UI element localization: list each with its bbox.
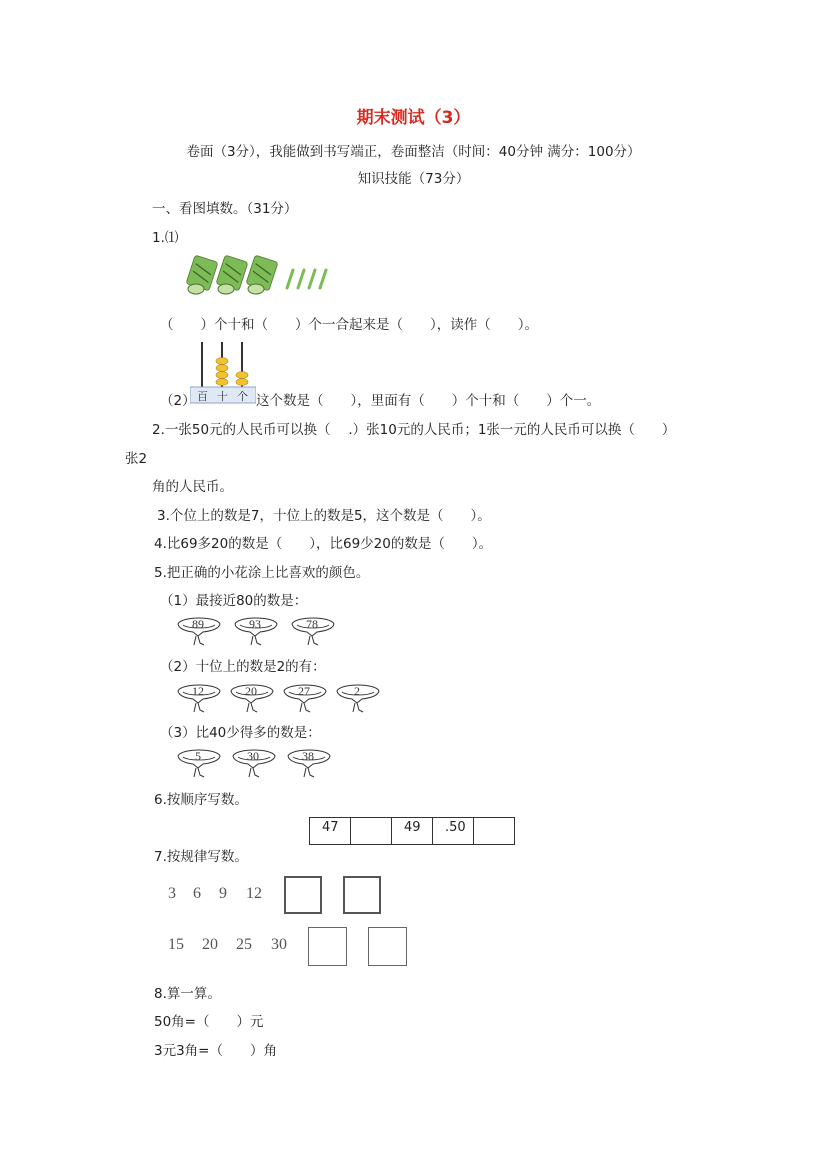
flower-option[interactable] <box>334 682 382 714</box>
pattern-answer-box[interactable] <box>343 876 381 914</box>
flower-option[interactable] <box>175 682 223 714</box>
pattern-number: 3 <box>168 885 176 902</box>
stick-bundle-icon <box>246 255 278 294</box>
sequence-cell: .50 <box>433 818 474 845</box>
flower-option[interactable] <box>285 747 333 779</box>
abacus-label-tens: 十 <box>217 390 228 403</box>
part1-heading: 一、看图填数。（31分） <box>152 201 298 217</box>
sequence-cell: 49 <box>392 818 433 845</box>
flower-number: 27 <box>298 684 310 698</box>
q5-1-text: （1）最接近80的数是： <box>160 593 308 609</box>
q1-text: （ ）个十和（ ）个一合起来是（ ），读作（ ）。 <box>160 317 538 333</box>
stick-bundles-image <box>185 252 335 296</box>
stick-bundle-icon <box>216 255 248 294</box>
q6-text: 6.按顺序写数。 <box>154 792 248 808</box>
flower-number: 5 <box>195 749 201 763</box>
q8-text: 8.算一算。 <box>154 986 221 1002</box>
page-title: 期末测试（3） <box>356 108 471 128</box>
q7-text: 7.按规律写数。 <box>154 849 248 865</box>
flower-option[interactable] <box>281 682 329 714</box>
pattern-answer-box[interactable] <box>284 876 322 914</box>
sequence-table <box>309 817 515 845</box>
q5-2-text: （2）十位上的数是2的有： <box>160 659 326 675</box>
stick-bundle-icon <box>186 255 218 294</box>
pattern-number: 12 <box>246 885 262 902</box>
pattern-answer-box[interactable] <box>308 927 347 966</box>
q2-continuation-2: 角的人民币。 <box>152 479 233 495</box>
sequence-cell[interactable] <box>351 818 392 845</box>
sequence-cell: 47 <box>310 818 351 845</box>
flower-number: 89 <box>192 617 204 631</box>
flower-number: 38 <box>302 749 314 763</box>
flower-option[interactable] <box>175 615 223 647</box>
q4-text: 4.比69多20的数是（ ），比69少20的数是（ ）。 <box>154 536 493 552</box>
pattern-number: 9 <box>219 885 227 902</box>
flower-option[interactable] <box>230 747 278 779</box>
flower-option[interactable] <box>289 615 337 647</box>
q1-label: 1.⑴ <box>152 230 179 246</box>
q5-3-text: （3）比40少得多的数是： <box>160 725 321 741</box>
section-label: 知识技能（73分） <box>357 171 470 187</box>
q3-text: 3.个位上的数是7，十位上的数是5，这个数是（ ）。 <box>157 508 491 524</box>
pattern-number: 30 <box>271 936 287 953</box>
intro-line: 卷面（3分），我能做到书写端正，卷面整洁（时间：40分钟 满分：100分） <box>186 144 641 160</box>
pattern-number: 25 <box>236 936 252 953</box>
flower-option[interactable] <box>228 682 276 714</box>
sequence-cell[interactable] <box>474 818 515 845</box>
single-sticks-icon <box>287 270 326 288</box>
q5-text: 5.把正确的小花涂上比喜欢的颜色。 <box>154 565 370 581</box>
abacus-label-ones: 个 <box>237 390 248 403</box>
abacus-label-hundreds: 百 <box>197 390 208 403</box>
q2-continuation: 张2 <box>125 451 148 467</box>
q8-1-text: 50角=（ ）元 <box>154 1014 264 1030</box>
pattern-number: 15 <box>168 936 184 953</box>
flower-option[interactable] <box>175 747 223 779</box>
q1-2-prefix: （2） <box>160 393 196 409</box>
q1-2-text: 这个数是（ ），里面有（ ）个十和（ ）个一。 <box>256 393 601 409</box>
q2-text: 2.一张50元的人民币可以换（ .）张10元的人民币；1张一元的人民币可以换（ ） <box>152 422 676 438</box>
flower-option[interactable] <box>232 615 280 647</box>
pattern-answer-box[interactable] <box>368 927 407 966</box>
flower-number: 78 <box>306 617 318 631</box>
pattern-number: 6 <box>193 885 201 902</box>
flower-number: 12 <box>192 684 204 698</box>
flower-number: 93 <box>249 617 261 631</box>
abacus-image <box>190 340 256 406</box>
q8-2-text: 3元3角=（ ）角 <box>154 1043 277 1059</box>
flower-number: 30 <box>247 749 259 763</box>
flower-number: 20 <box>245 684 257 698</box>
pattern-number: 20 <box>202 936 218 953</box>
flower-number: 2 <box>354 684 360 698</box>
